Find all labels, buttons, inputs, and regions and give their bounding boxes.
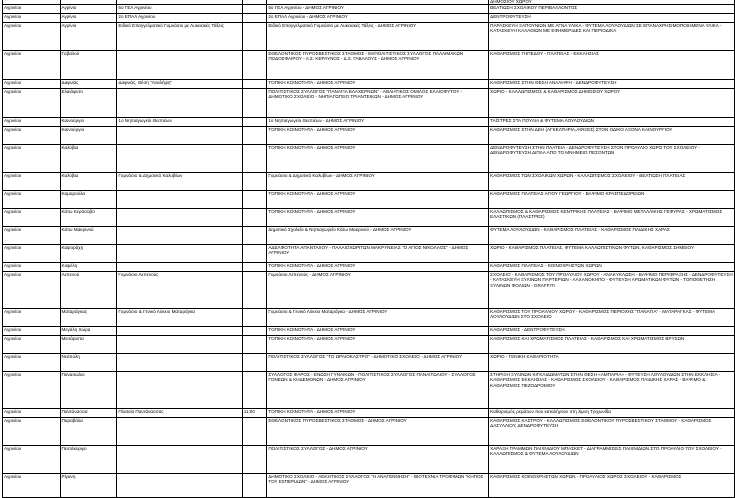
activity-cell: ΠΑΡΑΣΚΕΥΗ ΞΑΠΟΥΝΙΩΝ ΜΕ ΑΓΝΑ ΥΛΙΚΑ - ΦΥΤΕΜΑ ΛΟΥΛΟΥΔΙΩΝ ΣΕ ΕΠΑΝΑΧΡΗΣΙΜΟΠΟΙΗΜΕΝΑ ΥΛΙΚΑ - ΚΑΤΑΣΚΕΥΗ ΚΑΛΑΘΙΩΝ ΜΕ ΕΦΗΜΕΡΙΔΕΣ ΚΑΙ ΠΕΡΙΟΔΙΚΑ <box>489 23 735 51</box>
municipality-cell: Αγρινίου <box>3 127 61 145</box>
table-row <box>3 145 735 173</box>
table-row <box>3 372 735 409</box>
activity-cell: ΧΩΡΙΟ - ΚΑΛΛΩΠΙΣΜΟΣ & ΚΑΘΑΡΙΣΜΟΣ ΔΗΜΟΣΙΟΥ ΧΩΡΟΥ <box>489 89 735 118</box>
activity-cell: ΚΑΘΑΡΙΣΜΟΣ ΓΗΠΕΔΟΥ - ΠΛΑΤΕΙΑΣ - ΕΚΚΛΗΣΙΑΣ <box>489 51 735 80</box>
municipality-cell: Αγρινίου <box>3 23 61 51</box>
time-cell <box>242 89 267 118</box>
time-cell <box>242 5 267 14</box>
municipality-cell: Αγρινίου <box>3 191 61 209</box>
time-cell <box>242 191 267 209</box>
organizer-cell: ΣΥΛΛΟΓΟΣ ΦΑΡΟΣ - ΕΝΩΣΗ ΓΥΝΑΙΚΩΝ - ΠΟΛΙΤΙΣΤΙΚΟΣ ΣΥΛΛΟΓΟΣ ΠΑΝΑΙΤΩΛΙΟΥ - ΣΥΛΛΟΓΟΣ ΓΟΝΕΩΝ & ΚΗΔΕΜΟΝΩΝ - ΔΗΜΟΣ ΑΓΡΙΝΙΟΥ <box>267 372 489 409</box>
organizer-cell: 2ο ΕΠΑΛ Αγρινίου - ΔΗΜΟΣ ΑΓΡΙΝΙΟΥ <box>267 14 489 23</box>
time-cell <box>242 446 267 474</box>
table-row <box>3 14 735 23</box>
time-cell <box>242 354 267 372</box>
place-cell: Παντάνασσα <box>60 409 117 418</box>
municipality-cell: Αγρινίου <box>3 372 61 409</box>
organizer-cell: ΠΟΛΙΤΙΣΤΙΚΟΣ ΣΥΛΛΟΓΟΣ - ΔΗΜΟΣ ΑΓΡΙΝΙΟΥ <box>267 446 489 474</box>
organizer-cell: ΤΟΠΙΚΗ ΚΟΙΝΟΤΗΤΑ - ΔΗΜΟΣ ΑΓΡΙΝΙΟΥ <box>267 263 489 272</box>
location-cell <box>117 227 242 245</box>
organizer-cell: Ειδικό Επαγγελματικό Γυμνάσιο με Λυκειακές Τάξεις - ΔΗΜΟΣ ΑΓΡΙΝΙΟΥ <box>267 23 489 51</box>
location-cell <box>117 245 242 263</box>
activity-cell: ΣΤΗΡΙΞΗ ΞΥΛΙΝΩΝ ΚΙΓΚΛΙΔΩΜΑΤΩΝ ΣΤΗΝ ΘΕΣΗ «ΑΜΠΑΡΙΑ» - ΦΥΤΕΥΣΗ ΛΟΥΛΟΥΔΙΩΝ ΣΤΗΝ ΕΚΚΛΗΣΙΑ - ΚΑΘΑΡΙΣΜΟΣ ΕΚΚΛΗΣΙΑΣ - ΚΑΘΑΡΙΣΜΟΣ ΣΧΟΛΕΙΟΥ - ΚΑΘΑΡΙΣΜΟΣ ΠΑΙΔΙΚΗΣ ΧΑΡΑΣ - ΒΑΨΙΜΟ & ΚΑΘΑΡΙΣΜΟΣ ΠΕΖΟΔΡΟΜΙΟΥ <box>489 372 735 409</box>
table-row <box>3 309 735 327</box>
table-row <box>3 227 735 245</box>
table-row <box>3 89 735 118</box>
municipality-cell: Αγρινίου <box>3 89 61 118</box>
place-cell: Μεσάριστα <box>60 336 117 354</box>
organizer-cell: ΤΟΠΙΚΗ ΚΟΙΝΟΤΗΤΑ - ΔΗΜΟΣ ΑΓΡΙΝΙΟΥ <box>267 209 489 227</box>
activity-cell: ΔΕΝΤΡΟΦΥΤΕΥΣΗ <box>489 14 735 23</box>
municipality-cell: Αγρινίου <box>3 245 61 263</box>
activity-cell: ΔΗΜΟΣΙΟΥ ΧΩΡΟΥ <box>489 0 735 5</box>
municipality-cell: Αγρινίου <box>3 227 61 245</box>
municipality-cell: Αγρινίου <box>3 309 61 327</box>
location-cell <box>117 209 242 227</box>
location-cell <box>117 327 242 336</box>
activity-cell: ΚΑΘΑΡΙΣΜΟΣ ΠΛΑΤΕΙΑΣ - ΚΟΙΝΟΧΡΗΣΤΩΝ ΧΩΡΩΝ <box>489 263 735 272</box>
municipality-cell: Αγρινίου <box>3 327 61 336</box>
table-row <box>3 327 735 336</box>
activity-cell: ΚΑΘΑΡΙΣΜΟΣ ΚΑΣΤΡΟΥ - ΚΑΛΛΩΠΙΣΜΟΣ ΕΘΕΛΟΝΤΙΚΟΥ ΠΥΡΟΣΒΕΣΤΙΚΟΥ ΣΤΑΘΜΟΥ - ΚΑΘΑΡΙΣΜΟΣ ΔΑΣΥΛΛΙΟΥ, ΔΕΝΔΡΟΦΥΤΕΥΣΗ <box>489 418 735 446</box>
activity-cell: ΧΑΡΑΞΗ ΓΡΑΜΜΩΝ ΠΑΙΧΝΙΔΙΟΥ ΜΠΑΣΚΕΤ - ΔΙΑΓΡΑΜΜΙΣΕΙΣ ΠΑΙΧΝΙΔΙΩΝ ΣΤΟ ΠΡΟΑΥΛΙΟ ΤΟΥ ΣΧΟΛΕΙΟΥ - ΚΑΛΛΩΠΙΣΜΟΣ & ΦΥΤΕΜΑ ΛΟΥΛΟΥΔΙΩΝ <box>489 446 735 474</box>
location-cell <box>117 89 242 118</box>
table-row <box>3 23 735 51</box>
time-cell <box>242 14 267 23</box>
organizer-cell: ΤΟΠΙΚΗ ΚΟΙΝΟΤΗΤΑ - ΔΗΜΟΣ ΑΓΡΙΝΙΟΥ <box>267 80 489 89</box>
place-cell: Καψοράχη <box>60 245 117 263</box>
table-row <box>3 446 735 474</box>
activity-cell: ΦΥΤΕΜΑ ΛΟΥΛΟΥΔΙΩΝ - ΚΑΘΑΡΙΣΜΟΣ ΠΛΑΤΕΙΑΣ - ΚΑΘΑΡΙΣΜΟΣ ΠΑΙΔΙΚΗΣ ΧΑΡΑΣ <box>489 227 735 245</box>
organizer-cell: ΠΟΛΙΤΙΣΤΙΚΟΣ ΣΥΛΛΟΓΟΣ "ΠΑΝΑΓΙΑ ΒΛΑΧΕΡΝΩΝ" - ΑΘΛΗΤΙΚΟΣ ΟΜΙΛΟΣ ΕΛΑΙΟΦΥΤΟΥ - ΔΗΜΟΤΙΚΟ ΣΧΟΛΕΙΟ - ΝΗΠΙΑΓΩΓΕΙΟ ΤΡΙΑΝΤΕΙΚΩΝ - ΔΗΜΟΣ ΑΓΡΙΝΙΟΥ <box>267 89 489 118</box>
place-cell: Καλύβια <box>60 173 117 191</box>
place-cell: Αγρίνιο <box>60 14 117 23</box>
table-row <box>3 409 735 418</box>
organizer-cell: ΤΟΠΙΚΗ ΚΟΙΝΟΤΗΤΑ - ΔΗΜΟΣ ΑΓΡΙΝΙΟΥ <box>267 127 489 145</box>
place-cell: Λεπενού <box>60 272 117 309</box>
organizer-cell: Γυμνάσιο Λεπενούς - ΔΗΜΟΣ ΑΓΡΙΝΙΟΥ <box>267 272 489 309</box>
organizer-cell: Γυμνάσιο & Δημοτικό Καλυβίων - ΔΗΜΟΣ ΑΓΡΙΝΙΟΥ <box>267 173 489 191</box>
activity-cell: ΚΑΘΑΡΙΣΜΟΣ ΚΟΙΝΟΧΡΗΣΤΩΝ ΧΩΡΩΝ - ΠΡΟΑΥΛΙΟΣ ΧΩΡΟΣ ΣΧΟΛΕΙΟΥ - ΚΑΘΑΡΙΣΜΟΣ <box>489 474 735 498</box>
municipality-cell: Αγρινίου <box>3 263 61 272</box>
activity-cell: ΚΑΘΑΡΙΣΜΟΣ ΚΑΙ ΧΡΩΜΑΤΙΣΜΟΣ ΠΛΑΤΕΙΑΣ - ΚΑΘΑΡΙΣΜΟΣ ΚΑΙ ΧΡΩΜΑΤΙΣΜΟΣ ΒΡΥΣΩΝ <box>489 336 735 354</box>
location-cell <box>117 191 242 209</box>
table-row <box>3 272 735 309</box>
location-cell <box>117 336 242 354</box>
activity-cell: ΚΑΘΑΡΙΣΜΟΣ ΣΤΗΝ ΔΕΗ (ΑΓΚΕΛΤΗΡΙΑ,ΑΦΙΞΕΣ) ΣΤΟΝ ΟΔΙΚΟ ΑΞΟΝΑ ΚΑΙΝΟΥΡΓΙΟΥ <box>489 127 735 145</box>
location-cell <box>117 127 242 145</box>
table-row <box>3 118 735 127</box>
place-cell: Αγρίνιο <box>60 23 117 51</box>
location-cell: Γυμνάσιο & Δημοτικό Καλυβίων <box>117 173 242 191</box>
time-cell <box>242 80 267 89</box>
location-cell: Γυμνάσιο & Γενικό Λύκειο Ματαράγκα <box>117 309 242 327</box>
time-cell <box>242 336 267 354</box>
time-cell <box>242 145 267 173</box>
location-cell <box>117 446 242 474</box>
place-cell: Ρίγανη <box>60 474 117 498</box>
activity-cell: ΤΑΪΣΤΡΕΣ ΣΤΑ ΠΟΥΛΙΑ & ΦΥΤΕΜΑ ΛΟΥΛΟΥΔΙΩΝ <box>489 118 735 127</box>
place-cell: Γαβαλού <box>60 51 117 80</box>
time-cell <box>242 51 267 80</box>
organizer-cell: ΕΘΕΛΟΝΤΙΚΟΣ ΠΥΡΟΣΒΕΣΤΙΚΟΣ ΣΤΑΘΜΟΣ - ΔΗΜΟΣ ΑΓΡΙΝΙΟΥ <box>267 418 489 446</box>
location-cell: 1ο Νηπιαγωγείο Θεστιέων <box>117 118 242 127</box>
place-cell: Καινούργιο <box>60 127 117 145</box>
time-cell <box>242 372 267 409</box>
time-cell <box>242 474 267 498</box>
activity-cell: ΚΑΘΑΡΙΣΜΟΣ ΣΤΗΝ ΘΕΣΗ ΑΝΑΛΗΨΗ - ΔΕΝΔΡΟΦΥΤΕΥΣΗ <box>489 80 735 89</box>
table-row <box>3 245 735 263</box>
table-row <box>3 263 735 272</box>
place-cell: Κάτω Κεράσοβο <box>60 209 117 227</box>
municipality-cell: Αγρινίου <box>3 173 61 191</box>
municipality-cell: Αγρινίου <box>3 118 61 127</box>
organizer-cell: Δημοτικό Σχολείο & Νηπιαγωγείο Κάτω Μακρινού - ΔΗΜΟΣ ΑΓΡΙΝΙΟΥ <box>267 227 489 245</box>
place-cell: Αγρίνιο <box>60 5 117 14</box>
table-row <box>3 336 735 354</box>
location-cell <box>117 145 242 173</box>
place-cell: Παραβόλα <box>60 418 117 446</box>
organizer-cell: 1ο Νηπιαγωγείο Θεστιέων - ΔΗΜΟΣ ΑΓΡΙΝΙΟΥ <box>267 118 489 127</box>
location-cell <box>117 372 242 409</box>
organizer-cell: ΤΟΠΙΚΗ ΚΟΙΝΟΤΗΤΑ - ΔΗΜΟΣ ΑΓΡΙΝΙΟΥ <box>267 191 489 209</box>
time-cell <box>242 127 267 145</box>
activity-cell: ΧΩΡΙΟ - ΓΕΝΙΚΗ ΚΑΘΑΡΙΟΤΗΤΑ <box>489 354 735 372</box>
time-cell <box>242 272 267 309</box>
location-cell: Δαφνιάς, Θέση "Αναλήψη" <box>117 80 242 89</box>
table-row <box>3 127 735 145</box>
organizer-cell: ΤΟΠΙΚΗ ΚΟΙΝΟΤΗΤΑ - ΔΗΜΟΣ ΑΓΡΙΝΙΟΥ <box>267 336 489 354</box>
location-cell: 5ο ΓΕΛ Αγρινίου <box>117 5 242 14</box>
place-cell: Δαφνιάς <box>60 80 117 89</box>
location-cell: 2ο ΕΠΑΛ Αγρινίου <box>117 14 242 23</box>
municipality-cell: Αγρινίου <box>3 446 61 474</box>
activity-cell: ΚΑΘΑΡΙΣΜΟΣ ΠΛΑΤΕΙΑΣ ΑΓΙΟΥ ΓΕΩΡΓΙΟΥ - ΒΑΨΙΜΟ ΚΡΑΣΠΕΔΟΡΕΙΩΝ <box>489 191 735 209</box>
municipality-cell: Αγρινίου <box>3 51 61 80</box>
time-cell <box>242 23 267 51</box>
organizer-cell: ΤΟΠΙΚΗ ΚΟΙΝΟΤΗΤΑ - ΔΗΜΟΣ ΑΓΡΙΝΙΟΥ <box>267 327 489 336</box>
place-cell: Πεντάκορφο <box>60 446 117 474</box>
table-row <box>3 5 735 14</box>
table-body <box>3 0 735 498</box>
time-cell <box>242 245 267 263</box>
place-cell: Παναιτώλιο <box>60 372 117 409</box>
municipality-cell: Αγρινίου <box>3 418 61 446</box>
location-cell <box>117 51 242 80</box>
municipality-cell: Αγρινίου <box>3 409 61 418</box>
time-cell <box>242 327 267 336</box>
location-cell: Γυμνάσιο Λεπενούς <box>117 272 242 309</box>
location-cell: Πλατεία Παντάνασσας <box>117 409 242 418</box>
municipality-cell: Αγρινίου <box>3 14 61 23</box>
municipality-cell: Αγρινίου <box>3 474 61 498</box>
time-cell <box>242 118 267 127</box>
time-cell: 11:00 <box>242 409 267 418</box>
table-row <box>3 354 735 372</box>
time-cell <box>242 209 267 227</box>
place-cell: Καλύβια <box>60 145 117 173</box>
table-row <box>3 51 735 80</box>
time-cell <box>242 309 267 327</box>
activity-cell: ΔΕΝΔΡΟΦΥΤΕΥΣΗ ΣΤΗΝ ΠΛΑΤΕΙΑ - ΔΕΝΔΡΟΦΥΤΕΥΣΗ ΣΤΟΝ ΠΡΟΑΥΛΙΟ ΧΩΡΟ ΤΟΥ ΣΧΟΛΕΙΟΥ - ΔΕΝΔΡΟΦΥΤΕΥΣΗ ΔΙΠΛΑ ΑΠΟ ΤΟ ΜΝΗΜΕΙΟ ΠΕΣΟΝΤΩΝ <box>489 145 735 173</box>
activity-cell: ΣΧΟΛΕΙΟ - ΚΑΘΑΡΙΣΜΟΣ ΤΟΥ ΠΡΟΑΥΛΙΟΥ ΧΩΡΟΥ - ΑΝΑΚΥΚΛΩΣΗ - ΒΑΨΙΜΟ ΠΕΡΙΦΡΑΞΗΣ - ΔΕΝΔΡΟΦΥΤΕΥΣΗ - ΚΑΤΑΣΚΕΥΗ ΞΥΛΙΝΩΝ ΠΑΡΤΕΡΙΩΝ - ΛΑΧΑΝΟΚΗΠΟ - ΦΥΤΕΥΣΗ ΑΡΩΜΑΤΙΚΩΝ ΦΥΤΩΝ - ΤΟΠΟΘΕΤΗΣΗ ΞΥΛΙΝΩΝ ΦΟΛΙΩΝ - GRAFFITI <box>489 272 735 309</box>
organizer-cell: ΑΔΕΛΦΟΤΗΤΑ ΑΠΑΝΤΑΧΟΥ - ΠΑΛΑΙΟΧΩΡΙΤΩΝ ΜΑΚΡΥΝΕΙΑΣ "Ο ΑΓΙΟΣ ΝΙΚΟΛΑΟΣ" - ΔΗΜΟΣ ΑΓΡΙΝΙΟΥ <box>267 245 489 263</box>
table-row <box>3 474 735 498</box>
table-row <box>3 418 735 446</box>
organizer-cell: ΤΟΠΙΚΗ ΚΟΙΝΟΤΗΤΑ - ΔΗΜΟΣ ΑΓΡΙΝΙΟΥ <box>267 145 489 173</box>
place-cell: Ματαράγκας <box>60 309 117 327</box>
activity-cell: Καθαρισμός ρεμάτων που καταλήγουν στη λίμνη Τριχωνίδα <box>489 409 735 418</box>
activity-cell: ΧΩΡΙΟ - ΚΑΘΑΡΙΣΜΟΣ ΠΛΑΤΕΙΑΣ, ΦΥΤΕΜΑ ΚΑΛΛΩΠΙΣΤΙΚΩΝ ΦΥΤΩΝ, ΚΑΘΑΡΙΣΜΟΣ ΣΗΜΕΙΟΥ <box>489 245 735 263</box>
place-cell: Ελαιόφυτο <box>60 89 117 118</box>
organizer-cell: ΕΘΕΛΟΝΤΙΚΟΣ ΠΥΡΟΣΒΕΣΤΙΚΟΣ ΣΤΑΘΜΟΣ - ΕΚΠΟΛΙΤΙΣΤΙΚΟΣ ΣΥΛΛΟΓΟΣ ΠΑΛΑΙΜΑΚΩΝ ΠΟΔΟΣΦΑΙΡΟΥ - Α.Σ. ΚΕΡΑΥΝΟΣ - Δ.Σ. ΓΑΒΑΛΟΥΣ - ΔΗΜΟΣ ΑΓΡΙΝΙΟΥ <box>267 51 489 80</box>
activity-cell: ΚΑΘΑΡΙΣΜΟΣ - ΔΕΝΤΡΟΦΥΤΕΥΣΗ <box>489 327 735 336</box>
activities-table <box>2 0 735 498</box>
place-cell: Κυψέλη <box>60 263 117 272</box>
place-cell: Καινούργιο <box>60 118 117 127</box>
table-row <box>3 209 735 227</box>
activity-cell: ΚΑΛΛΩΠΙΣΜΟΣ & ΚΑΘΑΡΙΣΜΟΣ ΚΕΝΤΡΙΚΗΣ ΠΛΑΤΕΙΑΣ - ΒΑΨΙΜΟ ΜΕΤΑΛΛΙΚΗΣ ΓΕΦΥΡΑΣ - ΧΡΩΜΑΤΙΣΜΟΣ ΕΛΑΣΤΙΚΩΝ (ΠΛΑΣΤΡΕΣ) <box>489 209 735 227</box>
time-cell <box>242 418 267 446</box>
location-cell <box>117 263 242 272</box>
time-cell <box>242 173 267 191</box>
municipality-cell: Αγρινίου <box>3 209 61 227</box>
organizer-cell: 5ο ΓΕΛ Αγρινίου - ΔΗΜΟΣ ΑΓΡΙΝΙΟΥ <box>267 5 489 14</box>
organizer-cell: Γυμνάσιο & Γενικό Λύκειο Ματαράγκα - ΔΗΜΟΣ ΑΓΡΙΝΙΟΥ <box>267 309 489 327</box>
organizer-cell: ΔΗΜΟΤΙΚΟ ΣΧΟΛΕΙΟ - ΑΘΛΗΤΙΚΟΣ ΣΥΛΛΟΓΟΣ "Η ΑΝΑΓΕΝΝΗΣΗ" - ΒΙΟΤΕΧΝΙΑ ΤΡΟΦΙΜΩΝ "ΚΗΠΟΣ ΤΟΥ ΕΣΠΕΡΙΔΩΝ" - ΔΗΜΟΣ ΑΓΡΙΝΙΟΥ <box>267 474 489 498</box>
location-cell <box>117 474 242 498</box>
location-cell: Ειδικό Επαγγελματικό Γυμνάσιο με Λυκειακές Τάξεις <box>117 23 242 51</box>
activity-cell: ΚΑΘΑΡΙΣΜΟΣ ΤΩΝ ΣΧΟΛΙΚΩΝ ΧΩΡΩΝ - ΚΑΛΛΩΠΙΣΜΟΣ ΣΧΟΛΕΙΟΥ - ΒΕΛΤΙΩΣΗ ΠΛΑΤΕΙΑΣ <box>489 173 735 191</box>
table-row <box>3 173 735 191</box>
municipality-cell: Αγρινίου <box>3 336 61 354</box>
organizer-cell: ΠΟΛΙΤΙΣΤΙΚΟΣ ΣΥΛΛΟΓΟΣ "ΤΟ ΩΡΑΙΟΚΑΣΤΡΟ" - ΔΗΜΟΤΙΚΟ ΣΧΟΛΕΙΟ - ΔΗΜΟΣ ΑΓΡΙΝΙΟΥ <box>267 354 489 372</box>
location-cell <box>117 418 242 446</box>
time-cell <box>242 263 267 272</box>
municipality-cell: Αγρινίου <box>3 5 61 14</box>
place-cell: Κάτω Μακρινού <box>60 227 117 245</box>
municipality-cell: Αγρινίου <box>3 272 61 309</box>
municipality-cell: Αγρινίου <box>3 354 61 372</box>
place-cell: Καμαρούλα <box>60 191 117 209</box>
place-cell: Νεάπολη <box>60 354 117 372</box>
location-cell <box>117 354 242 372</box>
organizer-cell: ΤΟΠΙΚΗ ΚΟΙΝΟΤΗΤΑ - ΔΗΜΟΣ ΑΓΡΙΝΙΟΥ <box>267 409 489 418</box>
municipality-cell: Αγρινίου <box>3 80 61 89</box>
municipality-cell: Αγρινίου <box>3 145 61 173</box>
time-cell <box>242 227 267 245</box>
activity-cell: ΒΕΛΤΙΩΣΗ ΣΧΟΛΙΚΟΥ ΠΕΡΙΒΑΛΛΟΝΤΟΣ <box>489 5 735 14</box>
activity-cell: ΚΑΘΑΡΙΣΜΟΣ ΤΟΥ ΠΡΟΑΥΛΙΟΥ ΧΩΡΟΥ - ΚΑΘΑΡΙΣΜΟΣ ΠΕΡΙΟΧΗΣ "ΠΑΝΑΓΙΑ" - ΜΑΤΑΡΑΓΚΑΣ - ΦΥΤΕΜΑ ΛΟΥΛΟΥΔΙΩΝ ΣΤΟ ΣΧΟΛΕΙΟ <box>489 309 735 327</box>
place-cell: Μεγάλη Χώρα <box>60 327 117 336</box>
table-row <box>3 191 735 209</box>
table-row <box>3 80 735 89</box>
